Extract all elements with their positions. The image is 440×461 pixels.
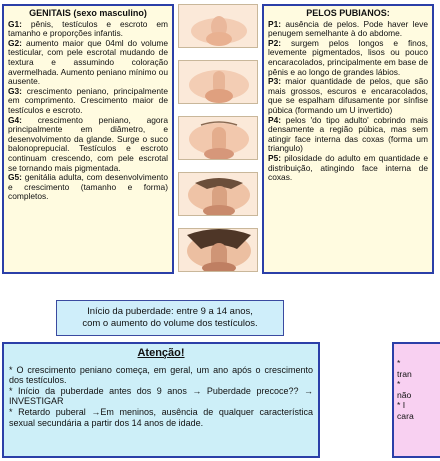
stage-label: G5:: [8, 172, 22, 183]
stage-text: aumento maior que 04ml do volume testicular, com pele escrotal mudando de textura e assumindo coloração avermelhada. Aumento peniano mínimo ou ausente.: [8, 37, 168, 87]
side-card-line: tran: [397, 368, 412, 379]
stage-label: G2:: [8, 37, 22, 48]
side-card-line: *: [397, 358, 401, 368]
stage-label: G3:: [8, 85, 22, 96]
stage-illustrations: [176, 4, 260, 274]
stage-label: P5:: [268, 152, 282, 163]
puberty-note-line: Início da puberdade: entre 9 a 14 anos,: [87, 306, 253, 317]
illustration-stage-3: [178, 116, 258, 160]
stage-g3: [8, 87, 168, 116]
stage-text: genitália adulta, com desenvolvimento e crescimento (tamanho e forma) completos.: [8, 172, 168, 202]
side-card-line: não: [397, 389, 412, 400]
stage-g4: [8, 116, 168, 174]
illustration-stage-2: [178, 60, 258, 104]
illustration-stage-5: [178, 228, 258, 272]
stage-text: pilosidade do adulto em quantidade e distribuição, atingindo face interna de coxas.: [268, 152, 428, 183]
attention-line: * Retardo puberal →Em meninos, ausência de qualquer característica sexual secundária a partir dos 14 anos de idade.: [9, 406, 313, 428]
side-card-line: * I: [397, 400, 406, 411]
puberty-note-line: com o aumento do volume dos testículos.: [82, 317, 258, 329]
stage-g1: [8, 20, 168, 39]
stage-p1: [268, 20, 428, 39]
side-card-line: cara: [397, 410, 414, 421]
stage-text: ausência de pelos. Pode haver leve penugem semelhante à do abdome.: [268, 18, 428, 39]
attention-box: [2, 342, 320, 458]
stage-text: crescimento peniano, principalmente em comprimento. Crescimento maior de testículos e escroto.: [8, 85, 168, 115]
stage-text: pênis, testículos e escroto em tamanho e proporções infantis.: [8, 18, 168, 39]
puberty-onset-note: [56, 300, 284, 336]
stage-p4: [268, 116, 428, 154]
stage-g2: [8, 39, 168, 87]
stage-label: G4:: [8, 114, 22, 125]
stage-text: pelos 'do tipo adulto' cobrindo mais densamente a região púbica, mas sem atingir face interna das coxas (forma um triangulo): [268, 114, 428, 154]
stage-label: P1:: [268, 18, 282, 29]
side-card-line: *: [397, 379, 401, 390]
illustration-stage-1: [178, 4, 258, 48]
stage-label: P4:: [268, 114, 282, 125]
stage-p5: [268, 154, 428, 183]
stage-p2: [268, 39, 428, 77]
stage-text: surgem pelos longos e finos, levemente pigmentados, lisos ou pouco encaracolados, principalmente em base de pênis e ao longo de grandes lábios.: [268, 37, 428, 77]
attention-title: Atenção!: [137, 347, 185, 359]
stage-text: maior quantidade de pelos, que são mais grossos, escuros e encaracolados, que se espalham difusamente por sínfise púbica (formando um U invertido): [268, 76, 428, 115]
genitais-title: GENITAIS (sexo masculino): [29, 8, 147, 18]
stage-g5: [8, 173, 168, 202]
genitais-box: [2, 4, 174, 274]
stage-label: P2:: [268, 37, 282, 48]
stage-p3: [268, 77, 428, 115]
stage-label: G1:: [8, 18, 22, 29]
illustration-stage-4: [178, 172, 258, 216]
pelos-title: PELOS PUBIANOS:: [306, 8, 390, 18]
attention-line: * Início da puberdade antes dos 9 anos → Puberdade precoce?? → INVESTIGAR: [9, 385, 313, 407]
stage-text: crescimento peniano, agora principalmente em diâmetro, e desenvolvimento da glande. Surge o suco balonoprepucial. Testículos e escroto continuam crescendo, com pele escrotal se tornando mais pigmentada.: [8, 114, 168, 173]
attention-line: * O crescimento peniano começa, em geral, um ano após o crescimento dos testículos.: [9, 364, 313, 386]
pelos-box: [262, 4, 434, 274]
stage-label: P3:: [268, 76, 282, 87]
cropped-side-card: [392, 342, 440, 458]
